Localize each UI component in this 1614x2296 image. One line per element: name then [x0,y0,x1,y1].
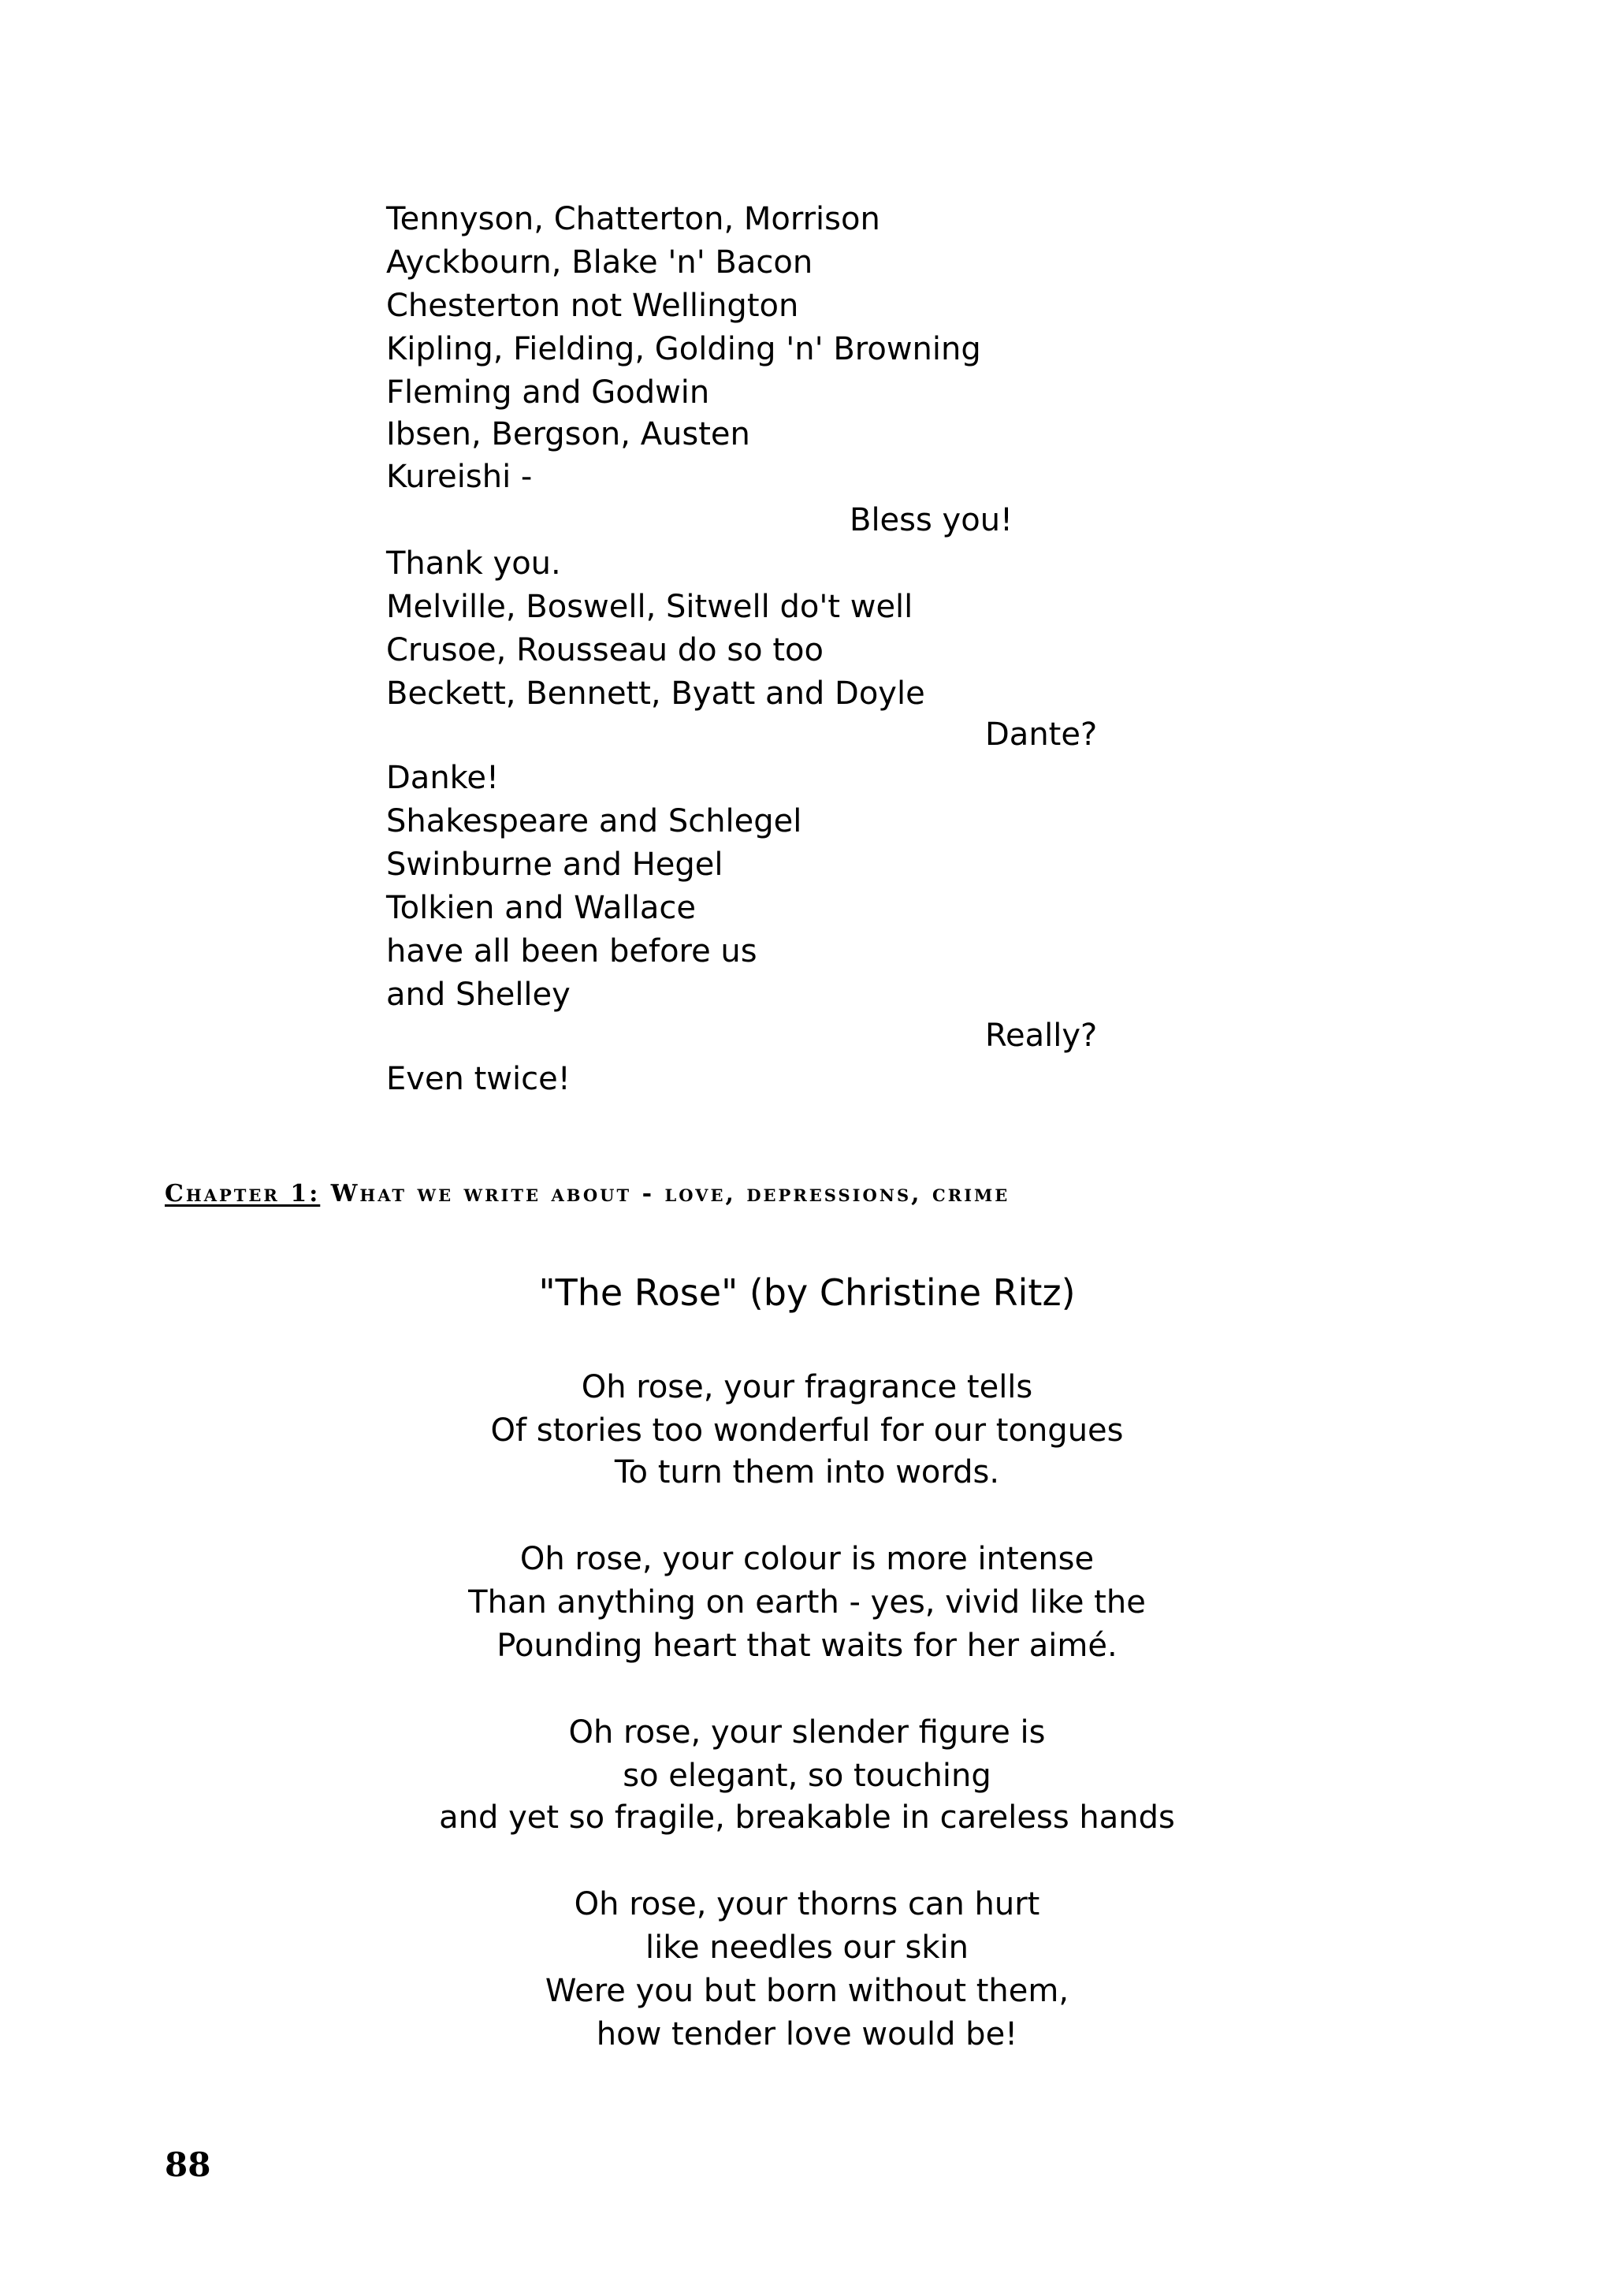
poem-reply-line: Dante? [985,716,1098,753]
poem-line: Tolkien and Wallace [386,890,696,926]
poem-line: Beckett, Bennett, Byatt and Doyle [386,675,925,712]
stanza-line: Of stories too wonderful for our tongues [490,1412,1124,1449]
stanza-line: so elegant, so touching [623,1758,991,1794]
chapter-heading [165,1180,1010,1208]
chapter-title: What we write about - love, depressions, crime [330,1180,1010,1208]
stanza-line: To turn them into words. [614,1454,1000,1490]
poem-line: Thank you. [386,545,561,582]
stanza-line: Were you but born without them, [545,1973,1069,2009]
stanza-line: Oh rose, your slender figure is [568,1714,1046,1751]
poem-line: have all been before us [386,933,757,969]
poem-line: Ibsen, Bergson, Austen [386,416,750,452]
poem-line: Chesterton not Wellington [386,288,799,324]
poem-line: Even twice! [386,1061,571,1097]
poem-reply-line: Bless you! [850,502,1013,538]
poem-line: Swinburne and Hegel [386,847,723,883]
poem-line: Ayckbourn, Blake 'n' Bacon [386,244,813,281]
stanza-line: how tender love would be! [596,2016,1018,2052]
poem-line: Shakespeare and Schlegel [386,803,802,839]
poem-reply-line: Really? [985,1018,1098,1054]
poem-line: and Shelley [386,977,571,1013]
poem-line: Melville, Boswell, Sitwell do't well [386,589,913,625]
poem-line: Danke! [386,760,500,796]
chapter-number: Chapter 1: [165,1180,321,1208]
poem-line: Fleming and Godwin [386,374,710,411]
poem-line: Kureishi - [386,459,533,495]
stanza-line: Oh rose, your thorns can hurt [574,1886,1040,1922]
stanza-line: Pounding heart that waits for her aimé. [496,1628,1118,1664]
page-number: 88 [165,2145,211,2184]
stanza-line: Oh rose, your colour is more intense [519,1541,1095,1577]
poem-line: Crusoe, Rousseau do so too [386,632,824,668]
stanza-line: and yet so fragile, breakable in careless hands [439,1799,1175,1836]
poem-line: Kipling, Fielding, Golding 'n' Browning [386,331,981,367]
stanza-line: Than anything on earth - yes, vivid like the [468,1584,1146,1621]
rose-poem-title: "The Rose" (by Christine Ritz) [538,1271,1076,1314]
poem-line: Tennyson, Chatterton, Morrison [386,201,880,237]
stanza-line: like needles our skin [645,1929,969,1966]
stanza-line: Oh rose, your fragrance tells [581,1369,1033,1405]
